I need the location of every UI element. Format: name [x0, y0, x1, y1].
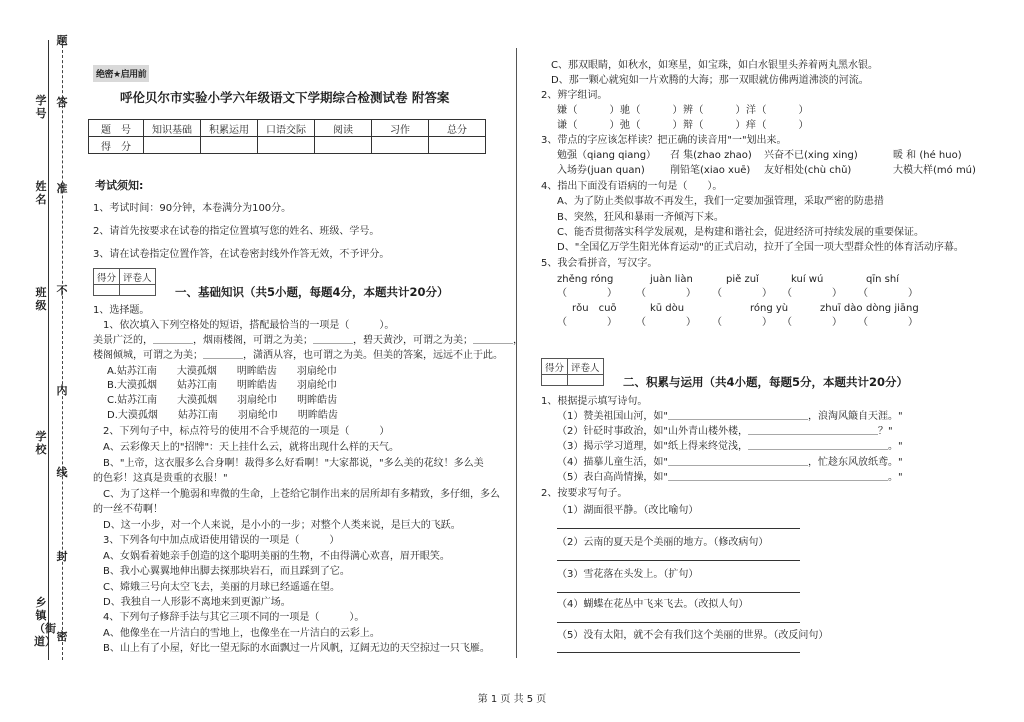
rewrite-prompt: （2）云南的夏天是个美丽的地方。（修改病句） [557, 537, 769, 548]
margin-label-school: 学校 [35, 430, 47, 456]
score-table-score-row [89, 137, 486, 154]
score-header-cell: 阅读 [315, 120, 372, 137]
pinyin: kū dòu [650, 303, 685, 314]
option-line: D、"全国亿万学生阳光体育运动"的正式启动，拉开了全国一项大型群众性的体育活动序幕。 [557, 242, 964, 253]
score-cell[interactable] [429, 137, 486, 154]
question-line: 1、选择题。 [93, 305, 150, 316]
option-line: 的色彩！这真是贵重的衣服！" [93, 473, 228, 484]
answer-paren[interactable]: （ ） [636, 288, 696, 299]
seal-dashed-line [62, 40, 63, 660]
answer-paren[interactable]: （ ） [782, 317, 842, 328]
score-cell[interactable] [258, 137, 315, 154]
grader-score-cell[interactable] [542, 375, 568, 386]
margin-label-da: 答 [56, 96, 68, 109]
pron-item: 大模大样(mó mú) [893, 165, 976, 176]
poem-line: （4）描摹儿童生活，如"＿＿＿＿＿＿＿＿＿＿＿＿＿＿，忙趁东风放纸鸢。" [557, 457, 903, 468]
poem-line: （5）表白高尚情操，如"＿＿＿＿＿＿＿＿＿＿＿＿＿＿＿＿＿＿＿＿＿＿。" [557, 472, 903, 483]
score-header-cell: 习作 [372, 120, 429, 137]
poem-line: （2）针砭时事政治，如"山外青山楼外楼，＿＿＿＿＿＿＿＿＿＿＿＿＿？" [557, 426, 893, 437]
answer-line[interactable] [557, 652, 800, 653]
pron-item: 入场券(juan quan) [557, 165, 645, 176]
option-line: A、云彩像天上的"招牌"：天上挂什么云，就将出现什么样的天气。 [93, 442, 400, 453]
margin-label-student-no: 学号 [35, 94, 47, 120]
notice-item: 3、请在试卷指定位置作答，在试卷密封线外作答无效，不予评分。 [93, 249, 390, 260]
pinyin: kuí wú [791, 274, 824, 285]
grader-box-1 [93, 268, 156, 296]
answer-paren[interactable]: （ ） [557, 288, 617, 299]
section2-title: 二、积累与运用（共4小题，每题5分，本题共计20分） [623, 375, 909, 389]
margin-label-ti: 题 [56, 34, 68, 47]
pinyin: róng yù [750, 303, 789, 314]
page-footer: 第 1 页 共 5 页 [477, 694, 547, 705]
margin-label-class: 班级 [35, 286, 47, 312]
pron-item: 召 集(zhao zhao) [670, 150, 752, 161]
pron-item: 削铅笔(xiao xuē) [670, 165, 751, 176]
column-divider [516, 48, 517, 658]
answer-line[interactable] [557, 560, 800, 561]
option-line: D.大漠孤烟 姑苏江南 羽扇纶巾 明眸皓齿 [107, 410, 338, 421]
question-line: 楼阁倾城，可谓之为美；＿＿＿＿，潇洒从容，也可谓之为美。但美的答案，远远不止于此。 [93, 350, 503, 361]
score-header-cell: 题 号 [89, 120, 144, 137]
option-line: C、嫦娥三号向太空飞去，美丽的月球已经遥遥在望。 [93, 582, 340, 593]
score-cell[interactable] [201, 137, 258, 154]
pinyin: zhuī dào [820, 303, 863, 314]
question-line: 3、下列各句中加点成语使用错误的一项是（ ） [93, 535, 340, 546]
question-line: 2、下列句子中，标点符号的使用不合乎规范的一项是（ ） [93, 426, 390, 437]
question-line: 1、依次填入下列空格处的短语，搭配最恰当的一项是（ ）。 [93, 320, 395, 331]
score-table [88, 119, 486, 154]
score-header-cell: 总分 [429, 120, 486, 137]
pinyin: dòng jiāng [866, 303, 919, 314]
section1-title: 一、基础知识（共5小题，每题4分，本题共计20分） [175, 285, 449, 299]
margin-line-outer [48, 40, 49, 660]
margin-label-mi: 密 [56, 630, 68, 643]
rewrite-prompt: （3）雪花落在头发上。（扩句） [557, 569, 699, 580]
score-table-header-row [89, 120, 486, 137]
margin-label-feng: 封 [56, 550, 68, 563]
answer-line[interactable] [557, 528, 800, 529]
answer-paren[interactable]: （ ） [858, 288, 918, 299]
option-line: C、为了这样一个脆弱和卑微的生命，上苍给它制作出来的居所却有多精致，多仔细，多么 [93, 489, 500, 500]
grader-reviewer-label: 评卷人 [568, 359, 604, 375]
score-header-cell: 口语交际 [258, 120, 315, 137]
option-line: A.姑苏江南 大漠孤烟 明眸皓齿 羽扇纶巾 [107, 366, 337, 377]
question-line: 3、带点的字应该怎样读？把正确的读音用"一"划出来。 [541, 135, 787, 146]
option-line: C.姑苏江南 大漠孤烟 羽扇纶巾 明眸皓齿 [107, 395, 338, 406]
answer-paren[interactable]: （ ） [636, 317, 696, 328]
margin-label-township: 乡镇（街道） [34, 596, 56, 648]
margin-label-name: 姓名 [35, 180, 47, 206]
option-line: B、山上有了小屋，好比一望无际的水面飘过一片风帆，辽阔无边的天空掠过一只飞雁。 [93, 643, 490, 654]
score-cell[interactable] [315, 137, 372, 154]
question-line: 1、根据提示填写诗句。 [541, 396, 648, 407]
score-row-label: 得 分 [89, 137, 144, 154]
option-line: A、他像坐在一片洁白的雪地上，也像坐在一片洁白的云彩上。 [93, 628, 380, 639]
notice-item: 2、请首先按要求在试卷的指定位置填写您的姓名、班级、学号。 [93, 226, 380, 237]
option-line: D、我独自一人形影不离地来到更源广场。 [93, 597, 291, 608]
answer-paren[interactable]: （ ） [557, 317, 617, 328]
question-line: 4、下列句子修辞手法与其它三项不同的一项是（ ）。 [93, 612, 365, 623]
pron-item: 勉强（qiang qiang） [557, 150, 657, 161]
grader-score-label: 得分 [94, 269, 120, 285]
answer-line[interactable] [557, 622, 800, 623]
grader-reviewer-label: 评卷人 [120, 269, 156, 285]
rewrite-prompt: （1）湖面很平静。（改比喻句） [557, 505, 699, 516]
grader-reviewer-cell[interactable] [568, 375, 604, 386]
option-line: B.大漠孤烟 姑苏江南 明眸皓齿 羽扇纶巾 [107, 380, 338, 391]
question-line: 2、按要求写句子。 [541, 488, 628, 499]
notice-title: 考试须知: [95, 179, 144, 192]
option-line: D、这一小步，对一个人来说，是小小的一步；对整个人类来说，是巨大的飞跃。 [93, 520, 461, 531]
poem-line: （3）揭示学习道理，如"纸上得来终觉浅，＿＿＿＿＿＿＿＿＿＿＿＿＿＿。" [557, 441, 903, 452]
pinyin: zhěng róng [557, 274, 614, 285]
option-line: 的一丝不苟啊！ [93, 504, 163, 515]
question-line: 4、指出下面没有语病的一句是（ ）。 [541, 181, 723, 192]
score-header-cell: 积累运用 [201, 120, 258, 137]
grader-reviewer-cell[interactable] [120, 285, 156, 296]
secret-badge: 绝密★启用前 [93, 65, 149, 82]
question-line: 5、我会看拼音，写汉字。 [541, 258, 658, 269]
option-line: B、我小心翼翼地伸出脚去探那块岩石，而且踩到了它。 [93, 566, 350, 577]
zuci-row: 谦（ ）弛（ ）辩（ ）痒（ ） [557, 120, 809, 131]
option-line: C、那双眼睛，如秋水，如寒星，如宝珠，如白水银里头养着两丸黑水银。 [541, 60, 878, 71]
page-title: 呼伦贝尔市实验小学六年级语文下学期综合检测试卷 附答案 [120, 90, 450, 105]
question-line: 2、辨字组词。 [541, 90, 608, 101]
score-cell[interactable] [144, 137, 201, 154]
answer-paren[interactable]: （ ） [782, 288, 842, 299]
pinyin: rǒu cuō [572, 303, 617, 314]
answer-paren[interactable]: （ ） [858, 317, 918, 328]
pron-item: 暖 和 (hé huo) [893, 150, 962, 161]
rewrite-prompt: （4）蝴蝶在花丛中飞来飞去。（改拟人句） [557, 599, 749, 610]
margin-label-bu: 不 [56, 284, 68, 297]
option-line: B、突然，狂风和暴雨一齐倾泻下来。 [557, 212, 724, 223]
question-line: 美景广泛的，＿＿＿＿，烟雨楼阁，可谓之为美；＿＿＿＿，碧天黄沙，可谓之为美；＿＿＿＿， [93, 335, 523, 346]
poem-line: （1）赞美祖国山河，如"＿＿＿＿＿＿＿＿＿＿＿＿＿＿，浪淘风簸自天涯。" [557, 411, 903, 422]
grader-score-cell[interactable] [94, 285, 120, 296]
answer-paren[interactable]: （ ） [712, 288, 772, 299]
grader-box-2 [541, 358, 604, 386]
margin-label-nei: 内 [56, 384, 68, 397]
answer-line[interactable] [557, 592, 800, 593]
notice-item: 1、考试时间：90分钟，本卷满分为100分。 [93, 203, 292, 214]
option-line: A、为了防止类似事故不再发生，我们一定要加强管理，采取严密的防患措 [557, 196, 884, 207]
pinyin: qīn shí [866, 274, 899, 285]
score-header-cell: 知识基础 [144, 120, 201, 137]
option-line: D、那一颗心就宛如一片欢腾的大海；那一双眼就仿佛两道沸淡的河流。 [541, 75, 869, 86]
answer-paren[interactable]: （ ） [712, 317, 772, 328]
pinyin: juàn liàn [650, 274, 693, 285]
margin-label-zhun: 准 [56, 182, 68, 195]
margin-label-xian: 线 [56, 466, 68, 479]
zuci-row: 嫌（ ）驰（ ）辨（ ）洋（ ） [557, 105, 809, 116]
rewrite-prompt: （5）没有太阳，就不会有我们这个美丽的世界。（改反问句） [557, 630, 829, 641]
option-line: C、能否贯彻落实科学发展观，是构建和谐社会，促进经济可持续发展的重要保证。 [557, 227, 924, 238]
grader-score-label: 得分 [542, 359, 568, 375]
option-line: B、"上帝，这衣服多么合身啊！裁得多么好看啊！"大家都说，"多么美的花纹！多么美 [93, 458, 484, 469]
pron-item: 友好相处(chù chǔ) [764, 165, 852, 176]
option-line: A、女娲看着她亲手创造的这个聪明美丽的生物，不由得满心欢喜，眉开眼笑。 [93, 551, 450, 562]
score-cell[interactable] [372, 137, 429, 154]
pron-item: 兴奋不已(xing xing) [764, 150, 858, 161]
pinyin: piě zuǐ [726, 274, 759, 285]
